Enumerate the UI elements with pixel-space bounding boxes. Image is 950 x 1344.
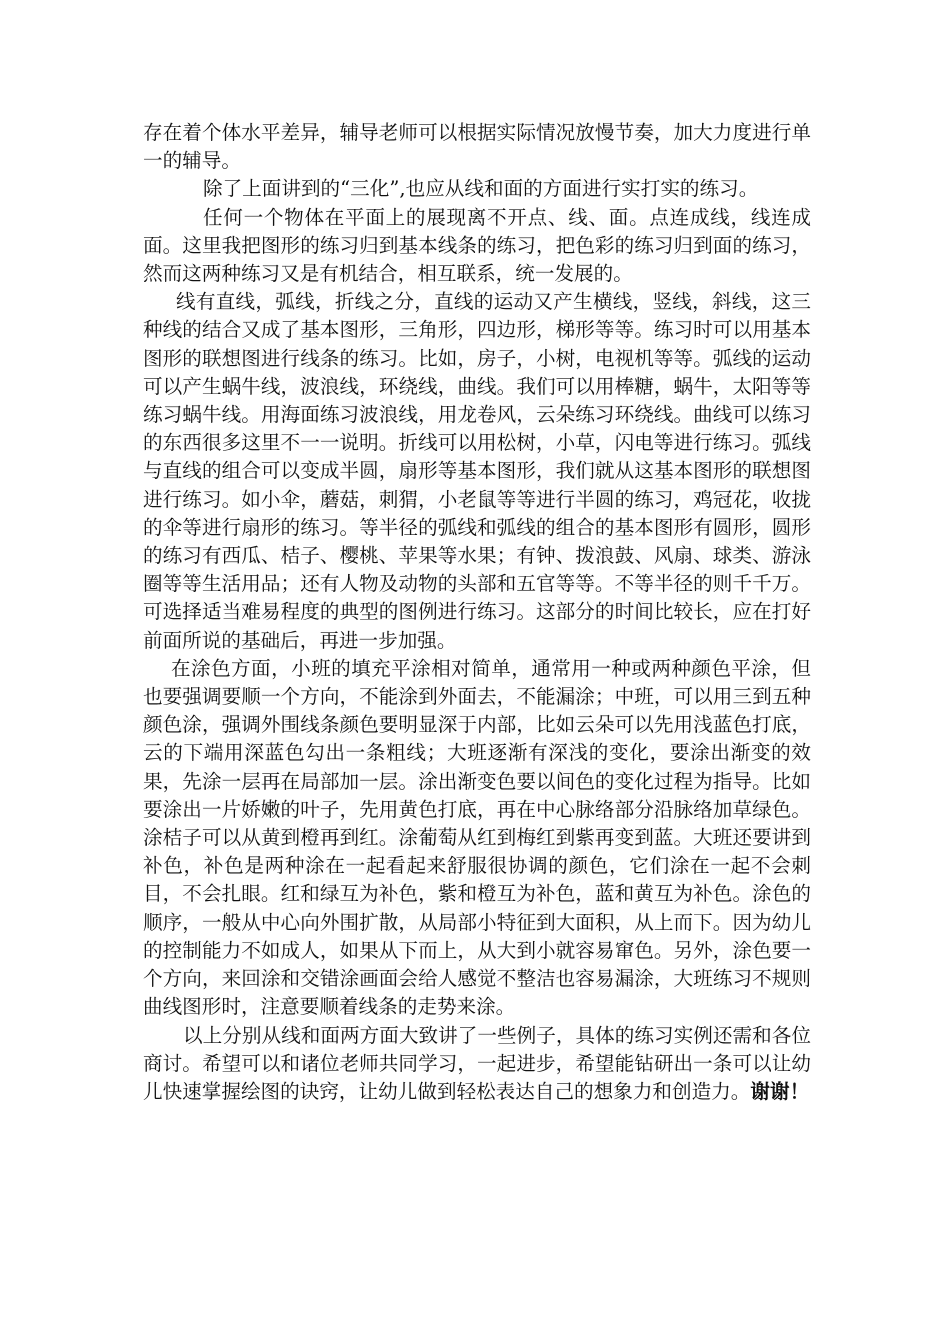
paragraph-three-transformations: 除了上面讲到的“三化”,也应从线和面的方面进行实打实的练习。 bbox=[203, 177, 759, 201]
closing-thanks: 谢谢！ bbox=[750, 1079, 810, 1103]
paragraph-point-line-surface: 任何一个物体在平面上的展现离不开点、线、面。点连成线，线连成面。这里我把图形的练习归到基本线条的练习，把色彩的练习归到面的练习，然而这两种练习又是有机结合，相互联系，统一发展的。 bbox=[143, 205, 811, 286]
paragraph-conclusion bbox=[143, 1022, 811, 1107]
paragraph-continuation: 存在着个体水平差异，辅导老师可以根据实际情况放慢节奏，加大力度进行单一的辅导。 bbox=[143, 121, 811, 173]
conclusion-text: 以上分别从线和面两方面大致讲了一些例子，具体的练习实例还需和各位商讨。希望可以和诸位老师共同学习，一起进步，希望能钻研出一条可以让幼儿快速掌握绘图的诀窍，让幼儿做到轻松表达自己的想象力和创造力。 bbox=[143, 1023, 811, 1103]
paragraph-line-practice: 线有直线，弧线，折线之分，直线的运动又产生横线，竖线，斜线，这三种线的结合又成了基本图形，三角形，四边形，梯形等等。练习时可以用基本图形的联想图进行线条的练习。比如，房子，小树，电视机等等。弧线的运动可以产生蜗牛线，波浪线，环绕线，曲线。我们可以用棒糖，蜗牛，太阳等等练习蜗牛线。用海面练习波浪线，用龙卷风，云朵练习环绕线。曲线可以练习的东西很多这里不一一说明。折线可以用松树，小草，闪电等进行练习。弧线与直线的组合可以变成半圆，扇形等基本图形，我们就从这基本图形的联想图进行练习。如小伞，蘑菇，刺猬，小老鼠等等进行半圆的练习，鸡冠花，收拢的伞等进行扇形的练习。等半径的弧线和弧线的组合的基本图形有圆形，圆形的练习有西瓜、桔子、樱桃、苹果等水果；有钟、拨浪鼓、风扇、球类、游泳圈等等生活用品；还有人物及动物的头部和五官等等。不等半径的则千千万。可选择适当难易程度的典型的图例进行练习。这部分的时间比较长，应在打好前面所说的基础后，再进一步加强。 bbox=[143, 290, 811, 652]
paragraph-coloring: 在涂色方面，小班的填充平涂相对简单，通常用一种或两种颜色平涂，但也要强调要顺一个方向，不能涂到外面去，不能漏涂；中班，可以用三到五种颜色涂，强调外围线条颜色要明显深于内部，比如云朵可以先用浅蓝色打底，云的下端用深蓝色勾出一条粗线；大班逐渐有深浅的变化，要涂出渐变的效果，先涂一层再在局部加一层。涂出渐变色要以间色的变化过程为指导。比如要涂出一片娇嫩的叶子，先用黄色打底，再在中心脉络部分沿脉络加草绿色。涂桔子可以从黄到橙再到红。涂葡萄从红到梅红到紫再变到蓝。大班还要讲到补色，补色是两种涂在一起看起来舒服很协调的颜色，它们涂在一起不会刺目，不会扎眼。红和绿互为补色，紫和橙互为补色，蓝和黄互为补色。涂色的顺序，一般从中心向外围扩散，从局部小特征到大面积，从上而下。因为幼儿的控制能力不如成人，如果从下而上，从大到小就容易窜色。另外，涂色要一个方向，来回涂和交错涂画面会给人感觉不整洁也容易漏涂，大班练习不规则曲线图形时，注意要顺着线条的走势来涂。 bbox=[143, 656, 811, 1019]
document-body bbox=[143, 119, 811, 1106]
